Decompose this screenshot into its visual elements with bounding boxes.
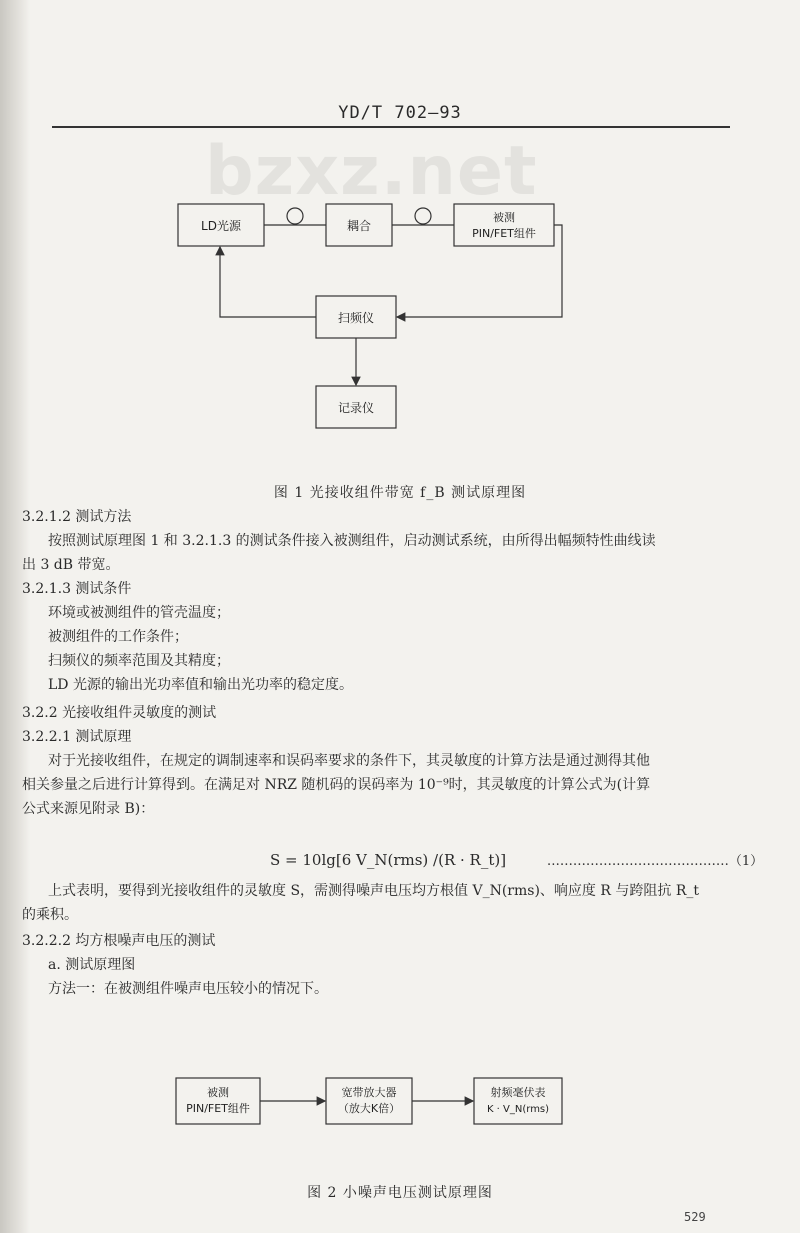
amplifier-box xyxy=(326,1078,412,1124)
section-3221-text-cont: 公式来源见附录 B)： xyxy=(22,801,155,817)
section-3212-title: 3.2.1.2 测试方法 xyxy=(22,509,132,525)
amplifier-label-line1: 宽带放大器 xyxy=(341,1086,397,1099)
meter-label-line2: K · V_N(rms) xyxy=(486,1104,550,1115)
section-3221-title: 3.2.2.1 测试原理 xyxy=(22,729,132,745)
figure-2-caption: 图 2 小噪声电压测试原理图 xyxy=(307,1185,493,1201)
figure-2-diagram xyxy=(0,1070,800,1150)
section-3222-title: 3.2.2.2 均方根噪声电压的测试 xyxy=(22,933,216,949)
page-number: 529 xyxy=(684,1210,706,1224)
section-322-title: 3.2.2 光接收组件灵敏度的测试 xyxy=(22,705,217,721)
item-a: a. 测试原理图 xyxy=(48,957,136,973)
sensitivity-formula xyxy=(270,850,763,869)
fiber-coil-icon xyxy=(287,208,303,224)
condition-item: LD 光源的输出光功率值和输出光功率的稳定度。 xyxy=(48,677,353,693)
dut-label-line1: 被测 xyxy=(207,1086,229,1099)
section-3213-title: 3.2.1.3 测试条件 xyxy=(22,581,132,597)
section-3212-text-cont: 出 3 dB 带宽。 xyxy=(22,557,120,573)
condition-item: 环境或被测组件的管壳温度； xyxy=(48,605,230,621)
recorder-label: 记录仪 xyxy=(337,401,375,415)
coupling-label: 耦合 xyxy=(346,219,372,233)
watermark: bzxz.net xyxy=(205,132,538,211)
fiber-coil-icon xyxy=(415,208,431,224)
dut-label-line2: PIN/FET组件 xyxy=(472,227,536,240)
sweeper-label: 扫频仪 xyxy=(337,311,375,325)
dut-label-line1: 被测 xyxy=(493,211,515,224)
formula-expression: S = 10lg[6 V_N(rms) /(R · R_t)] xyxy=(270,851,507,869)
formula-explanation-cont: 的乘积。 xyxy=(22,907,78,923)
standard-code-header: YD/T 702—93 xyxy=(338,103,462,123)
section-3221-text-cont: 相关参量之后进行计算得到。在满足对 NRZ 随机码的误码率为 10⁻⁹时，其灵敏度的计算公式为(计算 xyxy=(22,777,651,793)
dut-label-line2: PIN/FET组件 xyxy=(186,1102,250,1115)
rf-millivoltmeter-box xyxy=(474,1078,562,1124)
meter-label-line1: 射频毫伏表 xyxy=(490,1086,546,1099)
ld-source-label: LD光源 xyxy=(201,219,241,233)
header-rule xyxy=(52,126,730,128)
figure-1-diagram xyxy=(0,190,800,490)
dut-box xyxy=(176,1078,260,1124)
scan-shadow xyxy=(0,0,30,1233)
section-3221-text: 对于光接收组件，在规定的调制速率和误码率要求的条件下，其灵敏度的计算方法是通过测得其他 xyxy=(48,753,650,769)
formula-explanation: 上式表明，要得到光接收组件的灵敏度 S，需测得噪声电压均方根值 V_N(rms)、响应度 R 与跨阻抗 R_t xyxy=(48,883,699,899)
section-3212-text: 按照测试原理图 1 和 3.2.1.3 的测试条件接入被测组件，启动测试系统，由所得出幅频特性曲线读 xyxy=(48,533,656,549)
method-1: 方法一：在被测组件噪声电压较小的情况下。 xyxy=(48,981,328,997)
figure-1-caption: 图 1 光接收组件带宽 f_B 测试原理图 xyxy=(273,485,527,501)
condition-item: 被测组件的工作条件； xyxy=(48,629,188,645)
condition-item: 扫频仪的频率范围及其精度； xyxy=(48,653,230,669)
amplifier-label-line2: （放大K倍） xyxy=(337,1102,401,1115)
formula-number: ……………………………………（1） xyxy=(546,854,764,869)
